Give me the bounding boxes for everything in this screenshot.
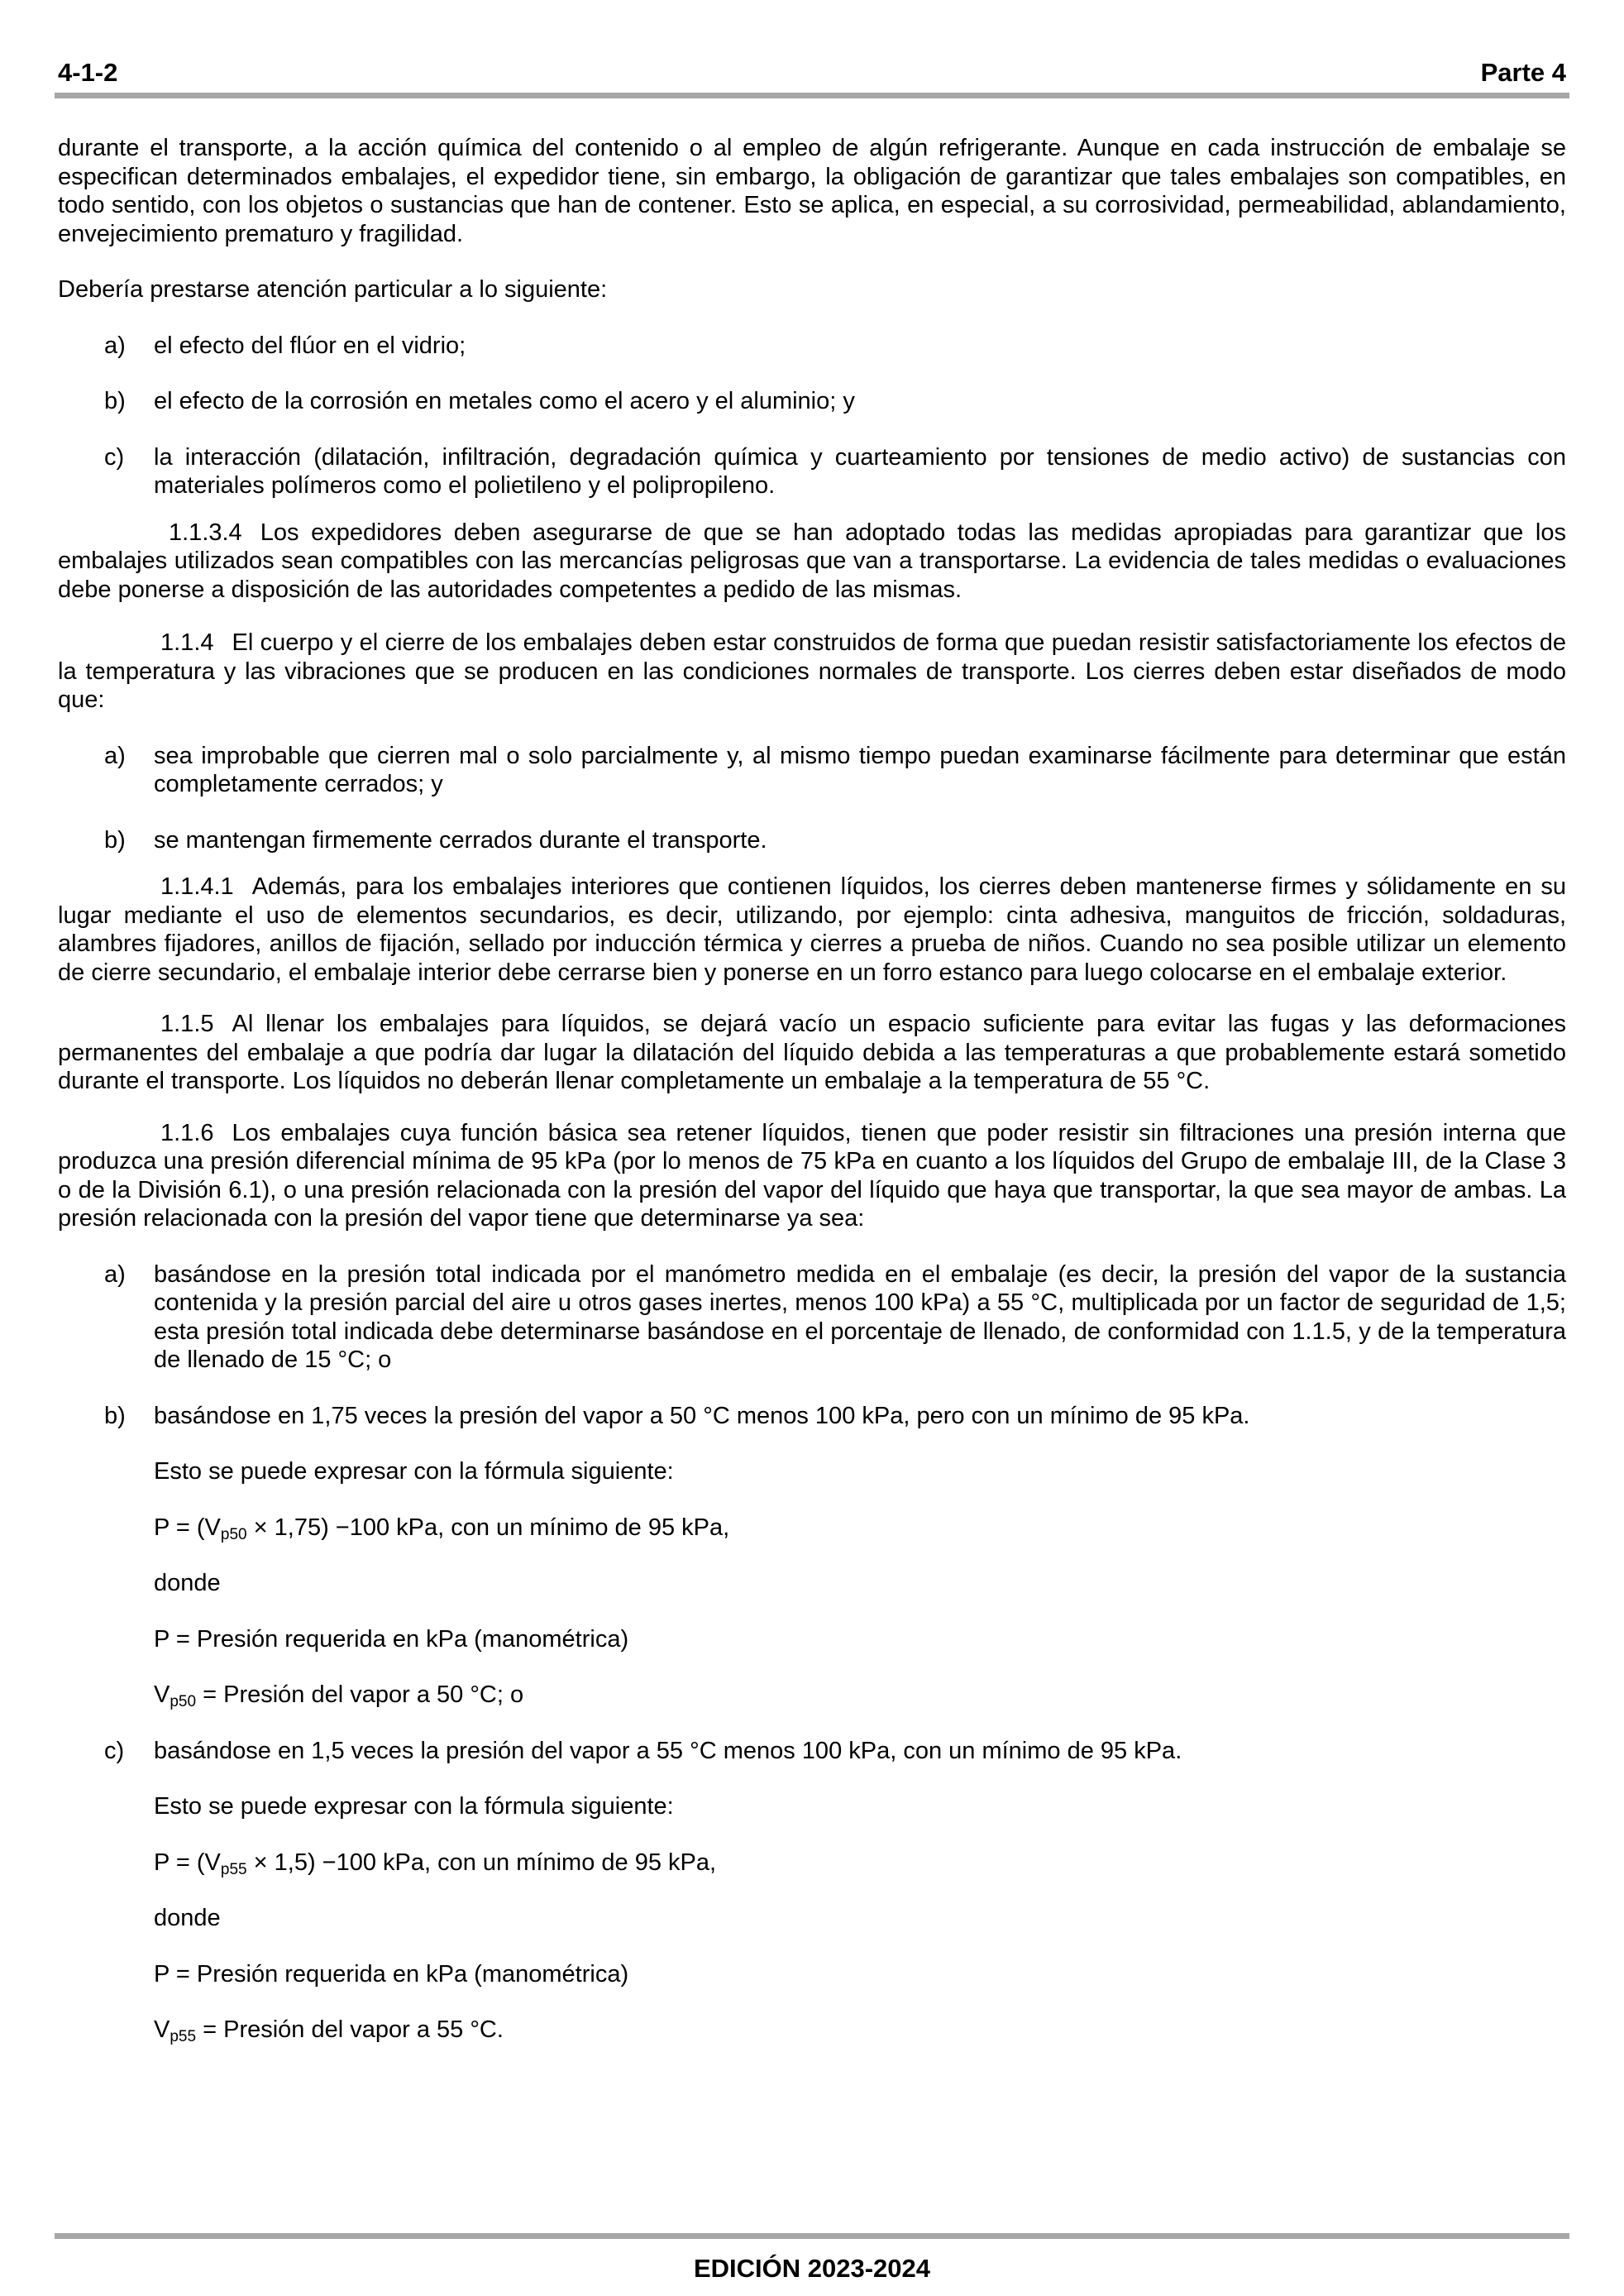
attention-paragraph: Debería prestarse atención particular a lo siguiente: [58,276,608,303]
list-text: sea improbable que cierren mal o solo parcialmente y, al mismo tiempo puedan examinarse fácilmente para determinar que están completamente cerrados; y [154,742,1566,797]
list-label: b) [104,826,126,854]
section-number: 1.1.4 [160,629,214,656]
definition-p: P = Presión requerida en kPa (manométrica) [154,1960,629,1987]
section-number: 1.1.4.1 [160,873,234,900]
list-text: se mantengan firmemente cerrados durante el transporte. [154,826,767,854]
section-1-1-4-1 [58,873,1566,987]
list-label: a) [104,742,126,769]
section-text: El cuerpo y el cierre de los embalajes deben estar construidos de forma que puedan resistir satisfactoriamente los efectos de la temperatura y las vibraciones que se producen en las condiciones normales de transporte. Los cierres deben estar diseñados de modo que: [58,629,1566,713]
list-item [58,1737,1566,1766]
donde-label: donde [154,1905,221,1931]
section-text: Al llenar los embalajes para líquidos, se dejará vacío un espacio suficiente para evitar las fugas y las deformaciones permanentes del embalaje a que podría dar lugar la dilatación del líquido debida a las temperaturas a que probablemente estará sometido durante el transporte. Los líquidos no deberán llenar completamente un embalaje a la temperatura de 55 °C. [58,1011,1566,1094]
list-text: basándose en 1,5 veces la presión del vapor a 55 °C menos 100 kPa, con un mínimo de 95 kPa. [154,1737,1182,1764]
formula-subscript: p50 [220,1525,247,1543]
list-label: a) [104,1260,126,1288]
section-number: 1.1.3.4 [169,519,242,546]
section-1-1-5 [58,1010,1566,1096]
definition-text: V [154,2016,170,2043]
formula-text: P = (V [154,1849,221,1876]
page-number: 4-1-2 [58,58,118,87]
list-text: la interacción (dilatación, infiltración, degradación química y cuarteamiento por tensiones de medio activo) de sustancias con materiales polímeros como el polietileno y el polipropileno. [154,443,1566,499]
list-text: el efecto del flúor en el vidrio; [154,332,466,359]
definition-text: V [154,1681,170,1708]
list-item [58,1402,1566,1431]
formula-intro: Esto se puede expresar con la fórmula siguiente: [154,1458,674,1485]
list-item [58,742,1566,799]
section-number: 1.1.6 [160,1119,214,1146]
footer-rule [55,2233,1569,2239]
section-number: 1.1.5 [160,1011,214,1037]
formula-text: × 1,5) −100 kPa, con un mínimo de 95 kPa, [246,1849,717,1876]
section-text: Los embalajes cuya función básica sea retener líquidos, tienen que poder resistir sin filtraciones una presión interna que produzca una presión diferencial mínima de 95 kPa (por lo menos de 75 kPa en cuanto a los líquidos del Grupo de embalaje III, de la Clase 3 o de la División 6.1), o una presión relacionada con la presión del vapor del líquido que haya que transportar, la que sea mayor de ambas. La presión relacionada con la presión del vapor tiene que determinarse ya sea: [58,1119,1566,1232]
list-text: basándose en 1,75 veces la presión del vapor a 50 °C menos 100 kPa, pero con un mínimo de 95 kPa. [154,1402,1250,1429]
list-label: b) [104,1402,126,1429]
formula-intro: Esto se puede expresar con la fórmula siguiente: [154,1793,674,1820]
definition-v [58,1681,1566,1710]
donde-label: donde [154,1570,221,1596]
formula-text: × 1,75) −100 kPa, con un mínimo de 95 kPa, [246,1514,730,1541]
list-label: a) [104,332,126,359]
list-label: c) [104,443,125,471]
page-footer: EDICIÓN 2023-2024 [693,2254,931,2283]
list-item [58,387,1566,416]
intro-paragraph: durante el transporte, a la acción química del contenido o al empleo de algún refrigerante. Aunque en cada instrucción de embalaje se especifican determinados embalajes, el expedidor tiene, sin embargo, la obligación de garantizar que tales embalajes son compatibles, en todo sentido, con los objetos o sustancias que han de contener. Esto se aplica, en especial, a su corrosividad, permeabilidad, ablandamiento, envejecimiento prematuro y fragilidad. [58,135,1566,247]
list-item [58,443,1566,500]
page-header [58,48,1566,88]
formula [58,1849,1566,1877]
definition-text: = Presión del vapor a 50 °C; o [196,1681,524,1708]
list-item [58,1260,1566,1375]
definition-v [58,2016,1566,2045]
definition-text: = Presión del vapor a 55 °C. [196,2016,504,2043]
header-rule [55,93,1569,98]
section-1-1-6 [58,1119,1566,1233]
list-text: el efecto de la corrosión en metales como el acero y el aluminio; y [154,388,855,414]
list-item [58,332,1566,361]
list-text: basándose en la presión total indicada por el manómetro medida en el embalaje (es decir, la presión del vapor de la sustancia contenida y la presión parcial del aire u otros gases inertes, menos 100 kPa) a 55 °C, multiplicada por un factor de seguridad de 1,5; esta presión total indicada debe determinarse basándose en el porcentaje de llenado, de conformidad con 1.1.5, y de la temperatura de llenado de 15 °C; o [154,1260,1566,1373]
section-text: Además, para los embalajes interiores que contienen líquidos, los cierres deben mantenerse firmes y sólidamente en su lugar mediante el uso de elementos secundarios, es decir, utilizando, por ejemplo: cinta adhesiva, manguitos de fricción, soldaduras, alambres fijadores, anillos de fijación, sellado por inducción térmica y cierres a prueba de niños. Cuando no sea posible utilizar un elemento de cierre secundario, el embalaje interior debe cerrarse bien y ponerse en un forro estanco para luego colocarse en el embalaje exterior. [58,873,1566,986]
list-item [58,826,1566,855]
section-text: Los expedidores deben asegurarse de que se han adoptado todas las medidas apropiadas para garantizar que los embalajes utilizados sean compatibles con las mercancías peligrosas que van a transportarse. La evidencia de tales medidas o evaluaciones debe ponerse a disposición de las autoridades competentes a pedido de las mismas. [58,519,1566,603]
list-label: b) [104,388,126,414]
definition-subscript: p55 [170,2028,197,2045]
part-label: Parte 4 [1480,58,1566,87]
formula [58,1514,1566,1543]
list-label: c) [104,1737,125,1764]
definition-p: P = Presión requerida en kPa (manométrica) [154,1625,629,1653]
document-body [58,134,1566,2072]
section-1-1-3-4 [58,519,1566,605]
definition-subscript: p50 [170,1693,197,1710]
section-1-1-4 [58,629,1566,715]
formula-subscript: p55 [220,1860,247,1878]
formula-text: P = (V [154,1514,221,1541]
